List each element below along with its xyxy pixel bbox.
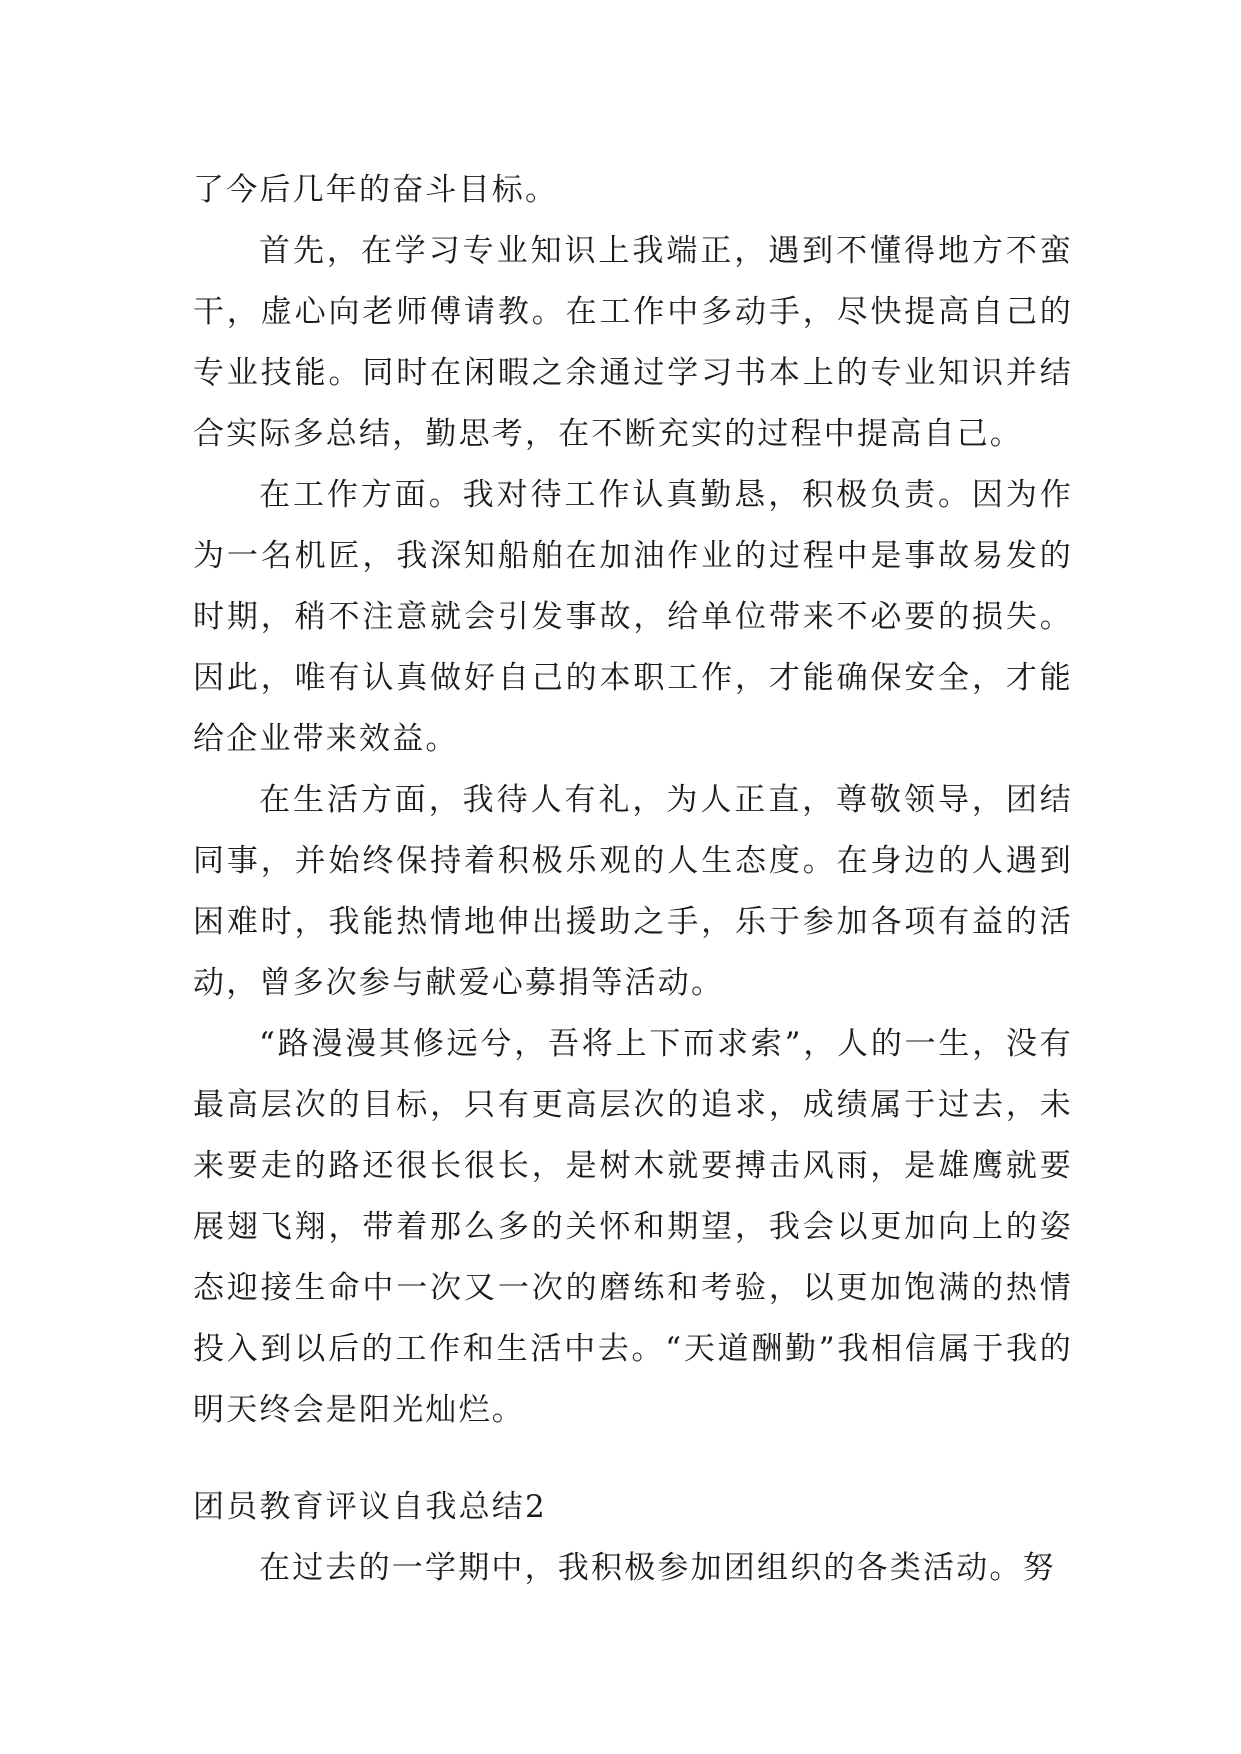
paragraph-6: 在过去的一学期中，我积极参加团组织的各类活动。努 [259,1550,1056,1586]
paragraph-3: 在工作方面。我对待工作认真勤恳，积极负责。因为作为一名机匠，我深知船舶在加油作业的过程中是事故易发的时期，稍不注意就会引发事故，给单位带来不必要的损失。因此，唯有认真做好自己的本职工作，才能确保安全，才能给企业带来效益。 [193,477,1073,757]
paragraph-4: 在生活方面，我待人有礼，为人正直，尊敬领导，团结同事，并始终保持着积极乐观的人生态度。在身边的人遇到困难时，我能热情地伸出援助之手，乐于参加各项有益的活动，曾多次参与献爱心募捐等活动。 [193,782,1073,1001]
paragraph-5: “路漫漫其修远兮，吾将上下而求索”，人的一生，没有最高层次的目标，只有更高层次的追求，成绩属于过去，未来要走的路还很长很长，是树木就要搏击风雨，是雄鹰就要展翅飞翔，带着那么多的关怀和期望，我会以更加向上的姿态迎接生命中一次又一次的磨练和考验，以更加饱满的热情投入到以后的工作和生活中去。“天道酬勤”我相信属于我的明天终会是阳光灿烂。 [193,1026,1073,1428]
paragraph-1: 了今后几年的奋斗目标。 [193,172,559,208]
section-heading: 团员教育评议自我总结2 [193,1489,547,1525]
paragraph-2: 首先，在学习专业知识上我端正，遇到不懂得地方不蛮干，虚心向老师傅请教。在工作中多动手，尽快提高自己的专业技能。同时在闲暇之余通过学习书本上的专业知识并结合实际多总结，勤思考，在不断充实的过程中提高自己。 [193,233,1073,452]
document-body [193,160,1073,1599]
